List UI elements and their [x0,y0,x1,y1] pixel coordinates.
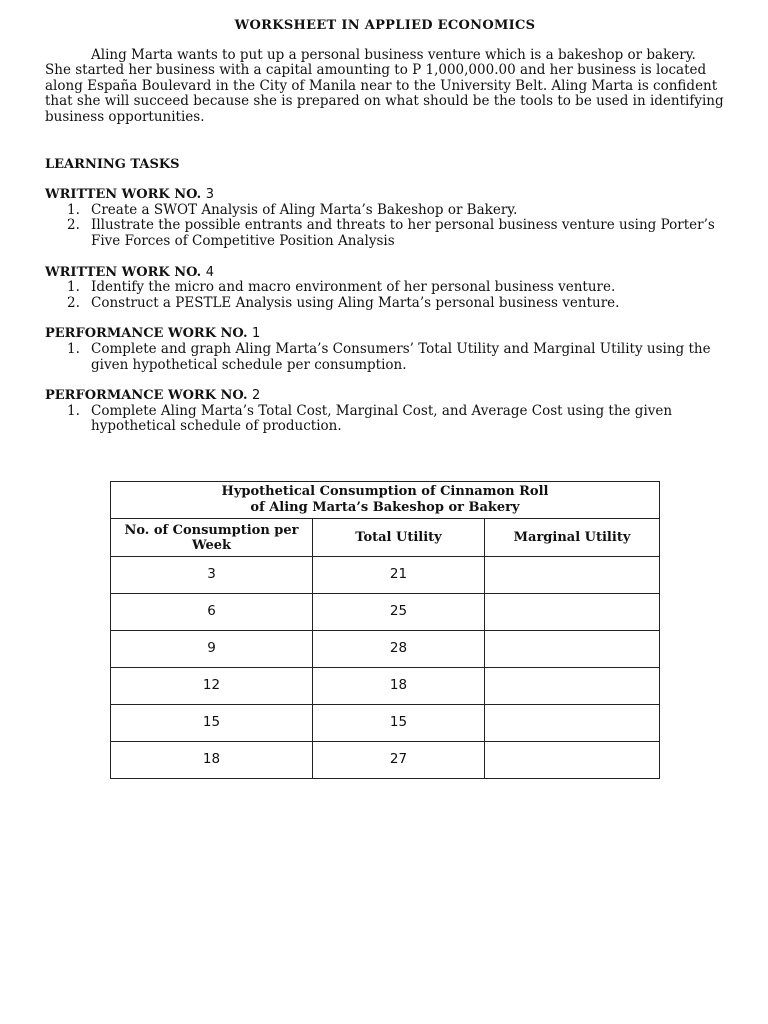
section-number: 2 [252,388,261,404]
list-item [45,404,725,435]
list-marker: 1. [67,340,80,357]
marginal-utility-cell[interactable] [485,557,660,594]
table-row [111,705,660,742]
list-item-text: Complete Aling Marta’s Total Cost, Marginal Cost, and Average Cost using the given hypothetical schedule of production. [91,402,673,435]
total-utility-cell: 28 [313,631,485,668]
header-marginal-utility: Marginal Utility [485,519,660,557]
worksheet-page [45,18,725,435]
total-utility-cell: 27 [313,742,485,779]
list-marker: 2. [67,217,80,234]
consumption-cell: 12 [111,668,313,705]
list-item [45,218,725,249]
intro-paragraph: Aling Marta wants to put up a personal business venture which is a bakeshop or bakery. She started her business with a capital amounting to P 1,000,000.00 and her business is located along España Boulevard in the City of Manila near to the University Belt. Aling Marta is confident that she will succeed because she is prepared on what should be the tools to be used in identifying business opportunities. [45,46,724,125]
list-marker: 2. [67,294,80,311]
list-item-text: Identify the micro and macro environment of her personal business venture. [91,279,616,296]
consumption-cell: 9 [111,631,313,668]
table-row [111,631,660,668]
table-row [111,594,660,631]
section-title [45,388,725,404]
list-marker: 1. [67,279,80,296]
task-list [45,342,725,373]
task-list [45,280,725,311]
section-title-label: PERFORMANCE WORK NO. [45,388,248,404]
consumption-schedule-table [110,481,660,779]
performance-work-1-section [45,326,725,373]
worksheet-title: WORKSHEET IN APPLIED ECONOMICS [234,18,536,33]
section-title [45,326,725,342]
table-caption [111,482,660,519]
section-title-label: WRITTEN WORK NO. [45,187,202,203]
table-row [111,557,660,594]
list-item [45,203,725,219]
task-list [45,404,725,435]
marginal-utility-cell[interactable] [485,742,660,779]
task-list [45,203,725,250]
section-number: 1 [252,326,261,342]
list-item [45,280,725,296]
table-caption-line-1: Hypothetical Consumption of Cinnamon Roll [221,484,549,499]
consumption-cell: 18 [111,742,313,779]
section-number: 4 [205,264,215,280]
list-item [45,296,725,312]
total-utility-cell: 21 [313,557,485,594]
list-item [45,342,725,373]
section-title-label: WRITTEN WORK NO. [45,264,202,280]
marginal-utility-cell[interactable] [485,631,660,668]
total-utility-cell: 25 [313,594,485,631]
consumption-cell: 6 [111,594,313,631]
list-marker: 1. [67,201,80,218]
marginal-utility-cell[interactable] [485,668,660,705]
total-utility-cell: 18 [313,668,485,705]
written-work-4-section [45,265,725,312]
header-total-utility: Total Utility [313,519,485,557]
table-row [111,742,660,779]
total-utility-cell: 15 [313,705,485,742]
performance-work-2-section [45,388,725,435]
section-title [45,265,725,281]
marginal-utility-cell[interactable] [485,594,660,631]
learning-tasks-heading: LEARNING TASKS [45,156,180,172]
list-marker: 1. [67,402,80,419]
section-title-label: PERFORMANCE WORK NO. [45,326,248,342]
consumption-cell: 15 [111,705,313,742]
marginal-utility-cell[interactable] [485,705,660,742]
table-row [111,668,660,705]
list-item-text: Complete and graph Aling Marta’s Consumers’ Total Utility and Marginal Utility using the given hypothetical schedule per consumption. [91,340,711,373]
list-item-text: Construct a PESTLE Analysis using Aling Marta’s personal business venture. [91,294,620,311]
list-item-text: Create a SWOT Analysis of Aling Marta’s Bakeshop or Bakery. [91,201,518,218]
consumption-cell: 3 [111,557,313,594]
table-caption-line-2: of Aling Marta’s Bakeshop or Bakery [250,500,520,515]
written-work-3-section [45,187,725,249]
section-title [45,187,725,203]
header-consumption: No. of Consumption per Week [111,519,313,557]
list-item-text: Illustrate the possible entrants and threats to her personal business venture using Porter’s Five Forces of Competitive Position Analysis [91,217,715,249]
section-number: 3 [205,187,215,203]
